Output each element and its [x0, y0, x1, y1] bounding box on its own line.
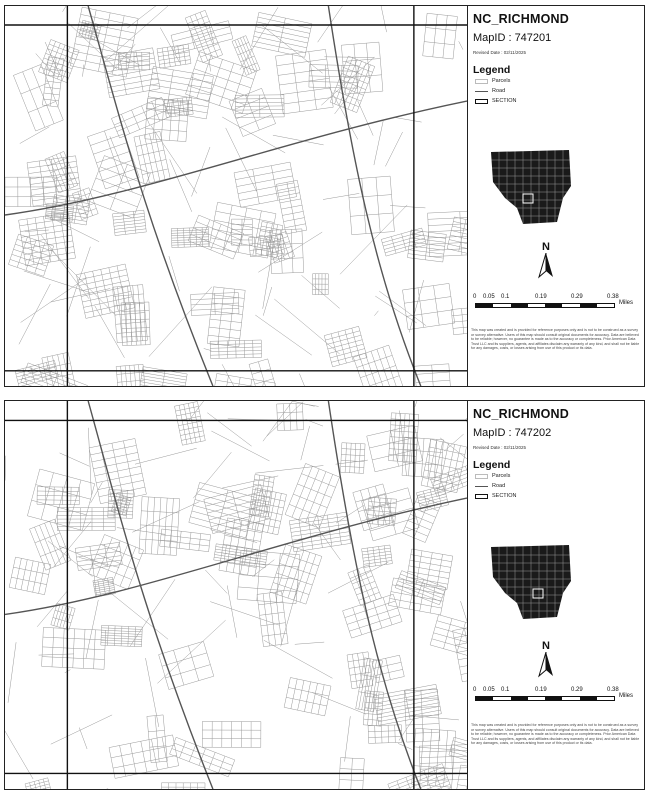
scale-units: Miles: [619, 693, 634, 699]
scale-tick-label: 0.1: [501, 687, 510, 693]
map-info-panel: [467, 6, 644, 386]
legend-label: Parcels: [492, 78, 511, 84]
road: [88, 6, 213, 386]
scale-tick-label: 0.29: [571, 687, 583, 693]
legend-item-road: [475, 481, 644, 491]
legend-label: Road: [492, 483, 506, 489]
north-arrow-icon: [538, 253, 554, 279]
scale-tick-label: 0.38: [607, 294, 619, 300]
parcel-map-frame[interactable]: [5, 6, 468, 386]
legend-label: Road: [492, 88, 506, 94]
parcel-boundaries: [5, 6, 467, 386]
legend-item-section: [475, 96, 644, 106]
parcel-lines: [5, 6, 467, 386]
map-sheet-747201: [4, 5, 645, 387]
disclaimer-text: This map was created and is provided for reference purposes only and is not to be construed as a survey or survey alternative. Users of this map should consult original documents for accuracy. Data are believed to be reliable; however, no guarantee is made as to the accuracy or completeness. Prior American Data Trust LLC and its suppliers, agents, and affiliates disclaim any warranty of any kind, and shall not be liable for any damages, costs, or losses arising from use of this product or its data.: [471, 723, 640, 746]
scale-tick-label: 0.05: [483, 687, 495, 693]
scale-bar-graphic: [475, 303, 615, 308]
scale-tick-label: 0.19: [535, 294, 547, 300]
legend-label: SECTION: [492, 98, 517, 104]
scale-bar-graphic: [475, 696, 615, 701]
scale-tick-label: 0: [473, 687, 477, 693]
locator-inset-map: [483, 541, 575, 623]
north-arrow: [531, 242, 561, 282]
legend-item-road: [475, 86, 644, 96]
scale-units: Miles: [619, 300, 634, 306]
parcel-boundaries: [5, 401, 467, 789]
scale-bar: [471, 294, 641, 316]
revised-date: Revised Date : 02/11/2025: [473, 50, 526, 55]
legend-title: Legend: [473, 64, 511, 76]
scale-bar: [471, 687, 641, 709]
section-swatch: [475, 494, 488, 499]
north-arrow-icon: [538, 652, 554, 678]
scale-tick-label: 0: [473, 294, 477, 300]
map-info-panel: [467, 401, 644, 789]
county-title: NC_RICHMOND: [473, 12, 569, 26]
parcel-lines: [5, 401, 467, 789]
revised-date: Revised Date : 02/11/2025: [473, 445, 526, 450]
parcel-map-canvas[interactable]: [5, 6, 467, 386]
map-sheet-747202: [4, 400, 645, 790]
north-label: N: [542, 241, 550, 253]
legend-label: Parcels: [492, 473, 511, 479]
north-arrow: [531, 641, 561, 681]
map-id: MapID : 747201: [473, 32, 552, 44]
locator-inset-map: [483, 146, 575, 228]
road-swatch: [475, 486, 488, 487]
disclaimer-text: This map was created and is provided for reference purposes only and is not to be construed as a survey or survey alternative. Users of this map should consult original documents for accuracy. Data are believed to be reliable; however, no guarantee is made as to the accuracy or completeness. Prior American Data Trust LLC and its suppliers, agents, and affiliates disclaim any warranty of any kind, and shall not be liable for any damages, costs, or losses arising from use of this product or its data.: [471, 328, 640, 351]
parcel-map-canvas[interactable]: [5, 401, 467, 789]
legend-item-parcels: [475, 76, 644, 86]
parcels-swatch: [475, 79, 488, 84]
legend-label: SECTION: [492, 493, 517, 499]
scale-tick-label: 0.1: [501, 294, 510, 300]
scale-tick-label: 0.29: [571, 294, 583, 300]
legend-item-parcels: [475, 471, 644, 481]
county-title: NC_RICHMOND: [473, 407, 569, 421]
legend-item-section: [475, 491, 644, 501]
parcels-swatch: [475, 474, 488, 479]
legend-title: Legend: [473, 459, 511, 471]
road-swatch: [475, 91, 488, 92]
map-id: MapID : 747202: [473, 427, 552, 439]
north-label: N: [542, 640, 550, 652]
parcel-map-frame[interactable]: [5, 401, 468, 789]
scale-tick-label: 0.38: [607, 687, 619, 693]
scale-tick-label: 0.05: [483, 294, 495, 300]
scale-tick-label: 0.19: [535, 687, 547, 693]
section-swatch: [475, 99, 488, 104]
